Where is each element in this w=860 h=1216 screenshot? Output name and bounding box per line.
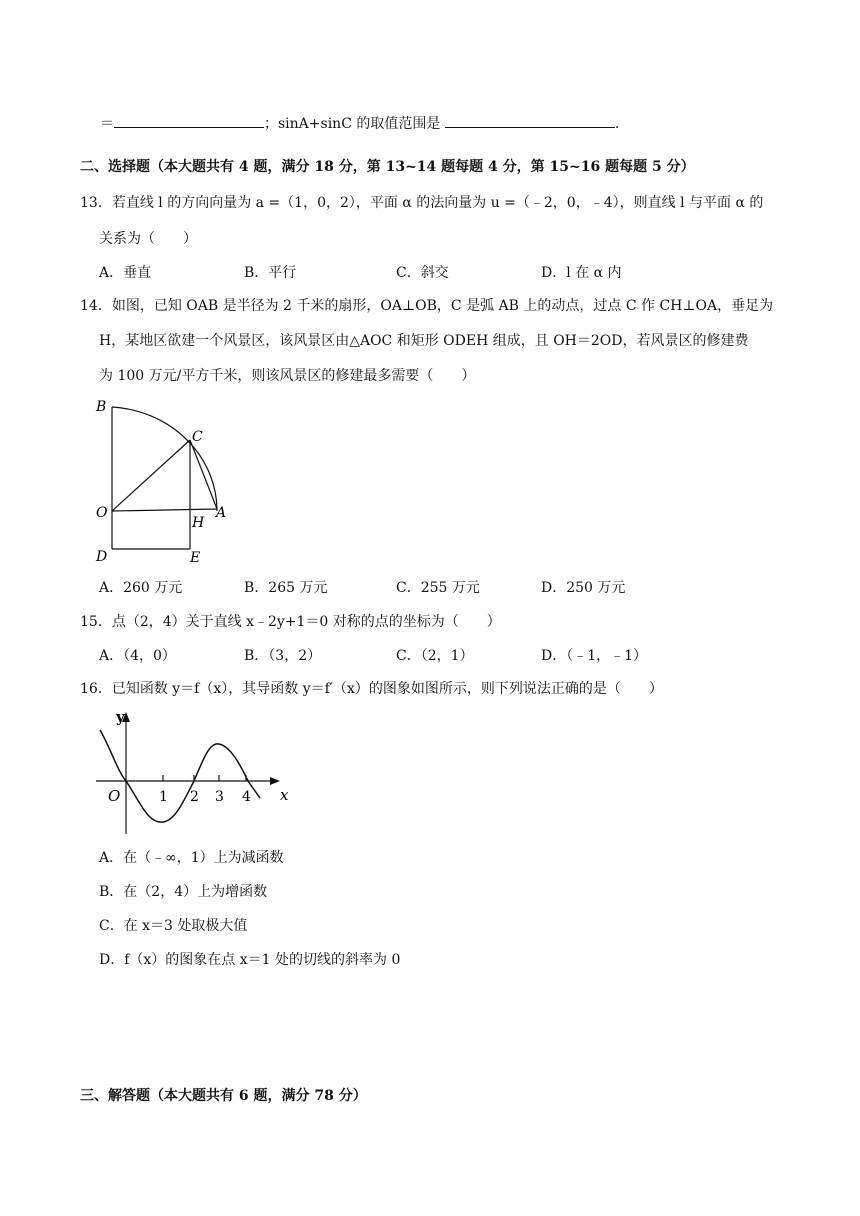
q16-derivative-graph xyxy=(90,702,300,842)
q12-tail xyxy=(100,113,619,134)
fig-label-d: D xyxy=(96,549,108,565)
q14-line1: 14．如图，已知 OAB 是半径为 2 千米的扇形，OA⊥OB，C 是弧 AB 上的动点，过点 C 作 CH⊥OA，垂足为 xyxy=(80,298,774,314)
section3-heading: 三、解答题（本大题共有 6 题，满分 78 分） xyxy=(80,1088,367,1104)
q15-line1: 15．点（2，4）关于直线 x﹣2y+1＝0 对称的点的坐标为（ ） xyxy=(80,614,501,630)
q16-option-c: C．在 x＝3 处取极大值 xyxy=(99,918,248,934)
graph-tick-1: 1 xyxy=(159,789,168,805)
fig-label-c: C xyxy=(192,429,203,445)
q13-line1: 13．若直线 l 的方向向量为 a =（1，0，2），平面 α 的法向量为 u =（﹣2，0，﹣4），则直线 l 与平面 α 的 xyxy=(80,195,764,211)
q14-option-a: A．260 万元 xyxy=(99,580,183,596)
fig-label-h: H xyxy=(192,515,205,531)
q12-blank-1 xyxy=(114,113,264,128)
graph-tick-3: 3 xyxy=(215,789,224,805)
q12-blank-2 xyxy=(445,113,615,128)
q16-line1: 16．已知函数 y＝f（x），其导函数 y＝f′（x）的图象如图所示，则下列说法正确的是（ ） xyxy=(80,681,663,697)
section2-heading: 二、选择题（本大题共有 4 题，满分 18 分，第 13~14 题每题 4 分，第 15~16 题每题 5 分） xyxy=(80,159,695,175)
q14-option-b: B．265 万元 xyxy=(244,580,328,596)
q12-eq: ＝ xyxy=(100,116,114,132)
q13-option-b: B．平行 xyxy=(244,265,297,281)
q16-option-d: D．f（x）的图象在点 x＝1 处的切线的斜率为 0 xyxy=(99,952,401,968)
q15-option-b: B．（3，2） xyxy=(244,648,322,664)
fig-label-a: A xyxy=(216,505,227,521)
q13-option-c: C．斜交 xyxy=(396,265,449,281)
q13-option-d: D．l 在 α 内 xyxy=(541,265,622,281)
q16-option-b: B．在（2，4）上为增函数 xyxy=(99,884,268,900)
q13-option-a: A．垂直 xyxy=(99,265,152,281)
fig-label-o: O xyxy=(96,505,108,521)
fig-label-b: B xyxy=(96,399,107,415)
q12-end: . xyxy=(614,116,620,132)
graph-label-y: y xyxy=(116,708,125,726)
graph-label-x: x xyxy=(280,786,289,804)
graph-tick-2: 2 xyxy=(190,789,199,805)
q14-line2: H，某地区欲建一个风景区，该风景区由△AOC 和矩形 ODEH 组成，且 OH＝2OD，若风景区的修建费 xyxy=(99,333,749,349)
q12-sep: ；sinA+sinC 的取值范围是 xyxy=(264,116,441,132)
fig-label-e: E xyxy=(190,550,201,566)
graph-label-origin: O xyxy=(108,787,121,805)
q14-option-d: D．250 万元 xyxy=(541,580,626,596)
q15-option-a: A．（4，0） xyxy=(99,648,176,664)
q13-line2: 关系为（ ） xyxy=(99,231,197,247)
graph-tick-4: 4 xyxy=(242,789,251,805)
q14-sector-figure xyxy=(90,395,250,570)
q15-option-d: D．（﹣1，﹣1） xyxy=(541,648,648,664)
q14-line3: 为 100 万元/平方千米，则该风景区的修建最多需要（ ） xyxy=(99,368,476,384)
q16-option-a: A．在（﹣∞，1）上为减函数 xyxy=(99,850,284,866)
q15-option-c: C．（2，1） xyxy=(396,648,474,664)
q14-option-c: C．255 万元 xyxy=(396,580,480,596)
